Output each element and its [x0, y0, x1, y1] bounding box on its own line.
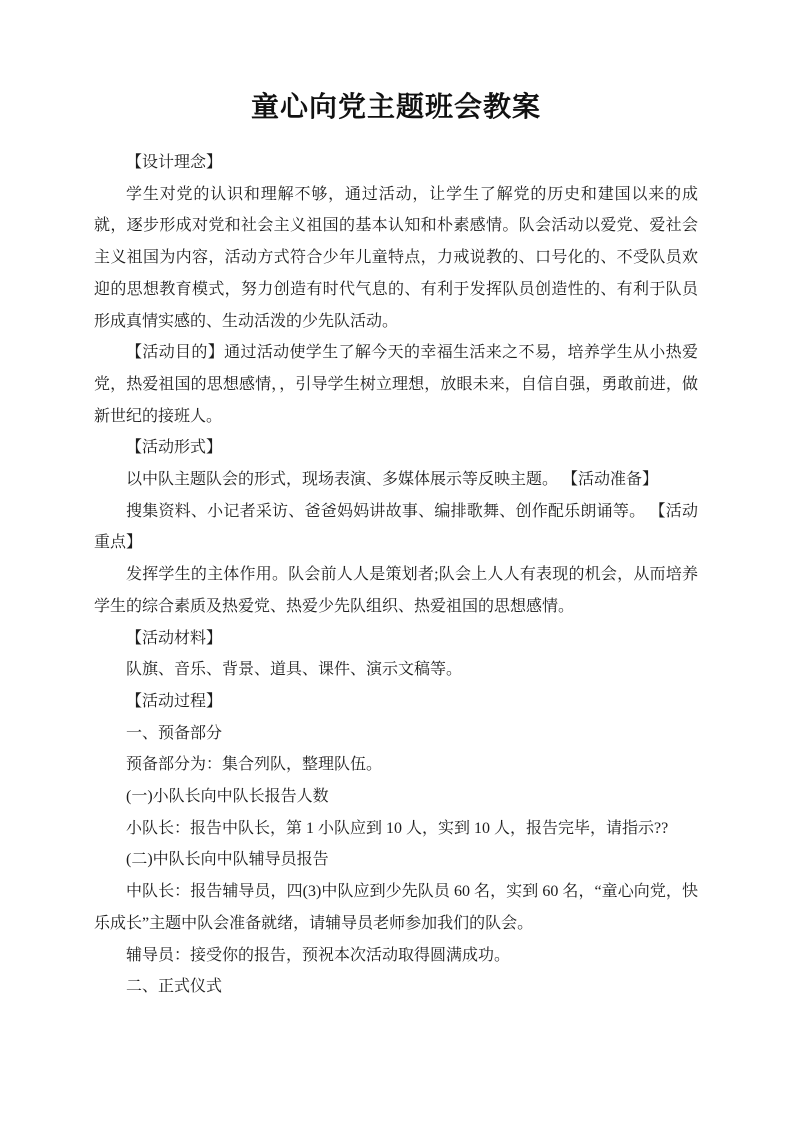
paragraph-design-concept-text: 学生对党的认识和理解不够，通过活动，让学生了解党的历史和建国以来的成就，逐步形成对党和社会主义祖国的基本认知和朴素感情。队会活动以爱党、爱社会主义祖国为内容，活动方式符合少年儿童特点，力戒说教的、口号化的、不受队员欢迎的思想教育模式，努力创造有时代气息的、有利于发挥队员创造性的、有利于队员形成真情实感的、生动活泼的少先队活动。: [94, 185, 698, 330]
section-heading-activity-process: 【活动过程】: [126, 692, 223, 710]
paragraph-step-two-heading: (二)中队长向中队辅导员报告: [126, 851, 329, 869]
document-title: 童心向党主题班会教案: [250, 92, 541, 123]
section-heading-activity-materials: 【活动材料】: [126, 629, 223, 647]
section-heading-design-concept: 【设计理念】: [126, 154, 223, 171]
paragraph-squad-leader-report: 小队长：报告中队长，第 1 小队应到 10 人，实到 10 人，报告完毕，请指示??: [126, 819, 669, 837]
paragraph-activity-focus-text: 发挥学生的主体作用。队会前人人是策划者;队会上人人有表现的机会，从而培养学生的综合素质及热爱党、热爱少先队组织、热爱祖国的思想感情。: [94, 566, 698, 615]
paragraph-activity-materials-text: 队旗、音乐、背景、道具、课件、演示文稿等。: [126, 661, 463, 679]
paragraph-part-one-heading: 一、预备部分: [126, 724, 223, 742]
paragraph-activity-preparation-text: 搜集资料、小记者采访、爸爸妈妈讲故事、编排歌舞、创作配乐朗诵等。 【活动重点】: [94, 502, 698, 552]
paragraph-preparation-description: 预备部分为：集合列队，整理队伍。: [126, 756, 383, 774]
paragraph-part-two-heading: 二、正式仪式: [126, 978, 223, 996]
paragraph-counselor-reply: 辅导员：接受你的报告，预祝本次活动取得圆满成功。: [126, 946, 511, 964]
paragraph-activity-format-text: 以中队主题队会的形式，现场表演、多媒体展示等反映主题。 【活动准备】: [126, 471, 659, 489]
paragraph-brigade-leader-report: 中队长：报告辅导员，四(3)中队应到少先队员 60 名，实到 60 名，“童心向党，快乐成长”主题中队会准备就绪，请辅导员老师参加我们的队会。: [94, 883, 698, 932]
paragraph-activity-purpose: 【活动目的】通过活动使学生了解今天的幸福生活来之不易，培养学生从小热爱党，热爱祖国的思想感情，，引导学生树立理想，放眼未来，自信自强，勇敢前进，做新世纪的接班人。: [94, 344, 698, 425]
document-body: [94, 147, 698, 1003]
section-heading-activity-format: 【活动形式】: [126, 439, 223, 457]
paragraph-step-one-heading: (一)小队长向中队长报告人数: [126, 788, 329, 806]
